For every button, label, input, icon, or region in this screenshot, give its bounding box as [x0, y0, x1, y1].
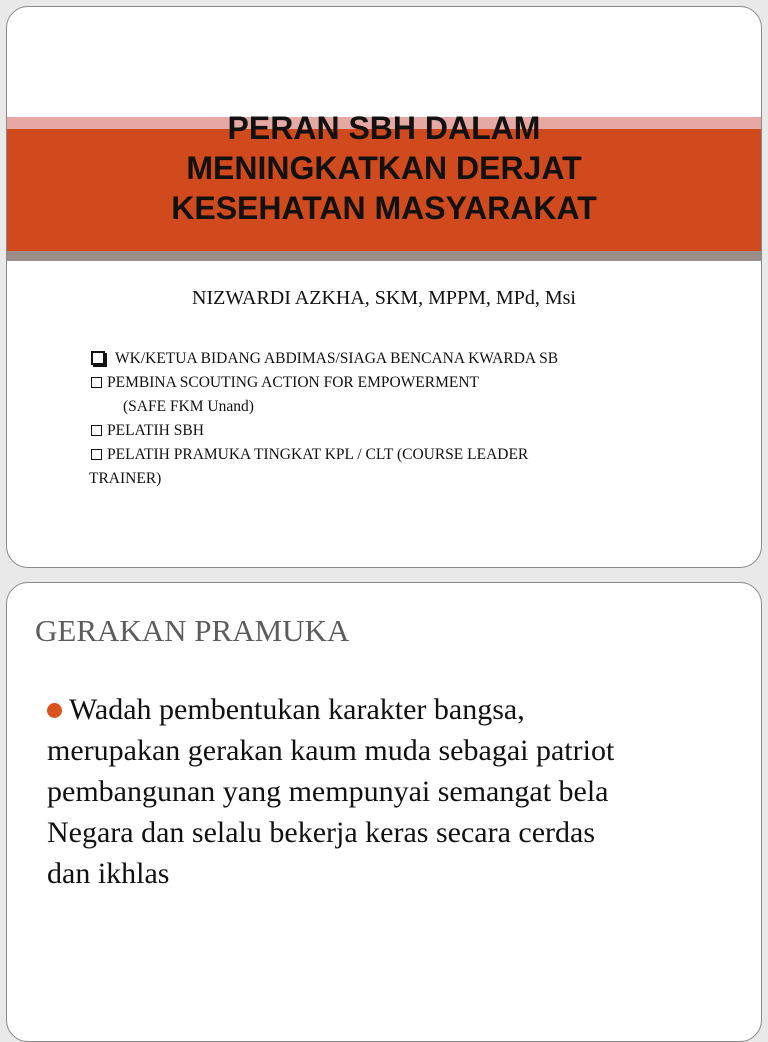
checkbox-icon [91, 425, 102, 436]
role-text: PELATIH SBH [107, 422, 204, 439]
slide-title-heading [7, 108, 761, 228]
bullet-dot-icon [47, 703, 62, 718]
slide-title [6, 6, 762, 568]
role-item [91, 347, 721, 371]
bullet-line: Negara dan selalu bekerja keras secara cerdas [47, 816, 595, 849]
slide-heading: GERAKAN PRAMUKA [35, 613, 350, 648]
role-text-continued: TRAINER) [89, 470, 162, 487]
checkbox-icon [91, 377, 102, 388]
checkbox-icon [91, 449, 102, 460]
slide-content [6, 582, 762, 1042]
bullet-line: merupakan gerakan kaum muda sebagai patriot [47, 734, 615, 767]
bullet-line: dan ikhlas [47, 857, 170, 890]
role-list [91, 347, 721, 491]
bullet-text [47, 689, 615, 894]
role-text-continued: (SAFE FKM Unand) [123, 398, 254, 415]
role-item [91, 419, 721, 443]
title-line: KESEHATAN MASYARAKAT [171, 190, 597, 226]
title-line: MENINGKATKAN DERJAT [186, 150, 582, 186]
checkbox-icon [91, 351, 105, 365]
bullet-line: pembangunan yang mempunyai semangat bela [47, 775, 609, 808]
title-line: PERAN SBH DALAM [227, 110, 541, 146]
title-band-bottom-stripe [7, 251, 761, 261]
role-text: PEMBINA SCOUTING ACTION FOR EMPOWERMENT [107, 374, 480, 391]
bullet-line: Wadah pembentukan karakter bangsa, [69, 693, 525, 726]
author-name: NIZWARDI AZKHA, SKM, MPPM, MPd, Msi [192, 287, 576, 309]
role-item [91, 443, 721, 467]
role-text: WK/KETUA BIDANG ABDIMAS/SIAGA BENCANA KWARDA SB [115, 350, 559, 367]
bullet-item [47, 693, 737, 894]
role-text: PELATIH PRAMUKA TINGKAT KPL / CLT (COURSE LEADER [107, 446, 529, 463]
role-item [91, 371, 721, 395]
